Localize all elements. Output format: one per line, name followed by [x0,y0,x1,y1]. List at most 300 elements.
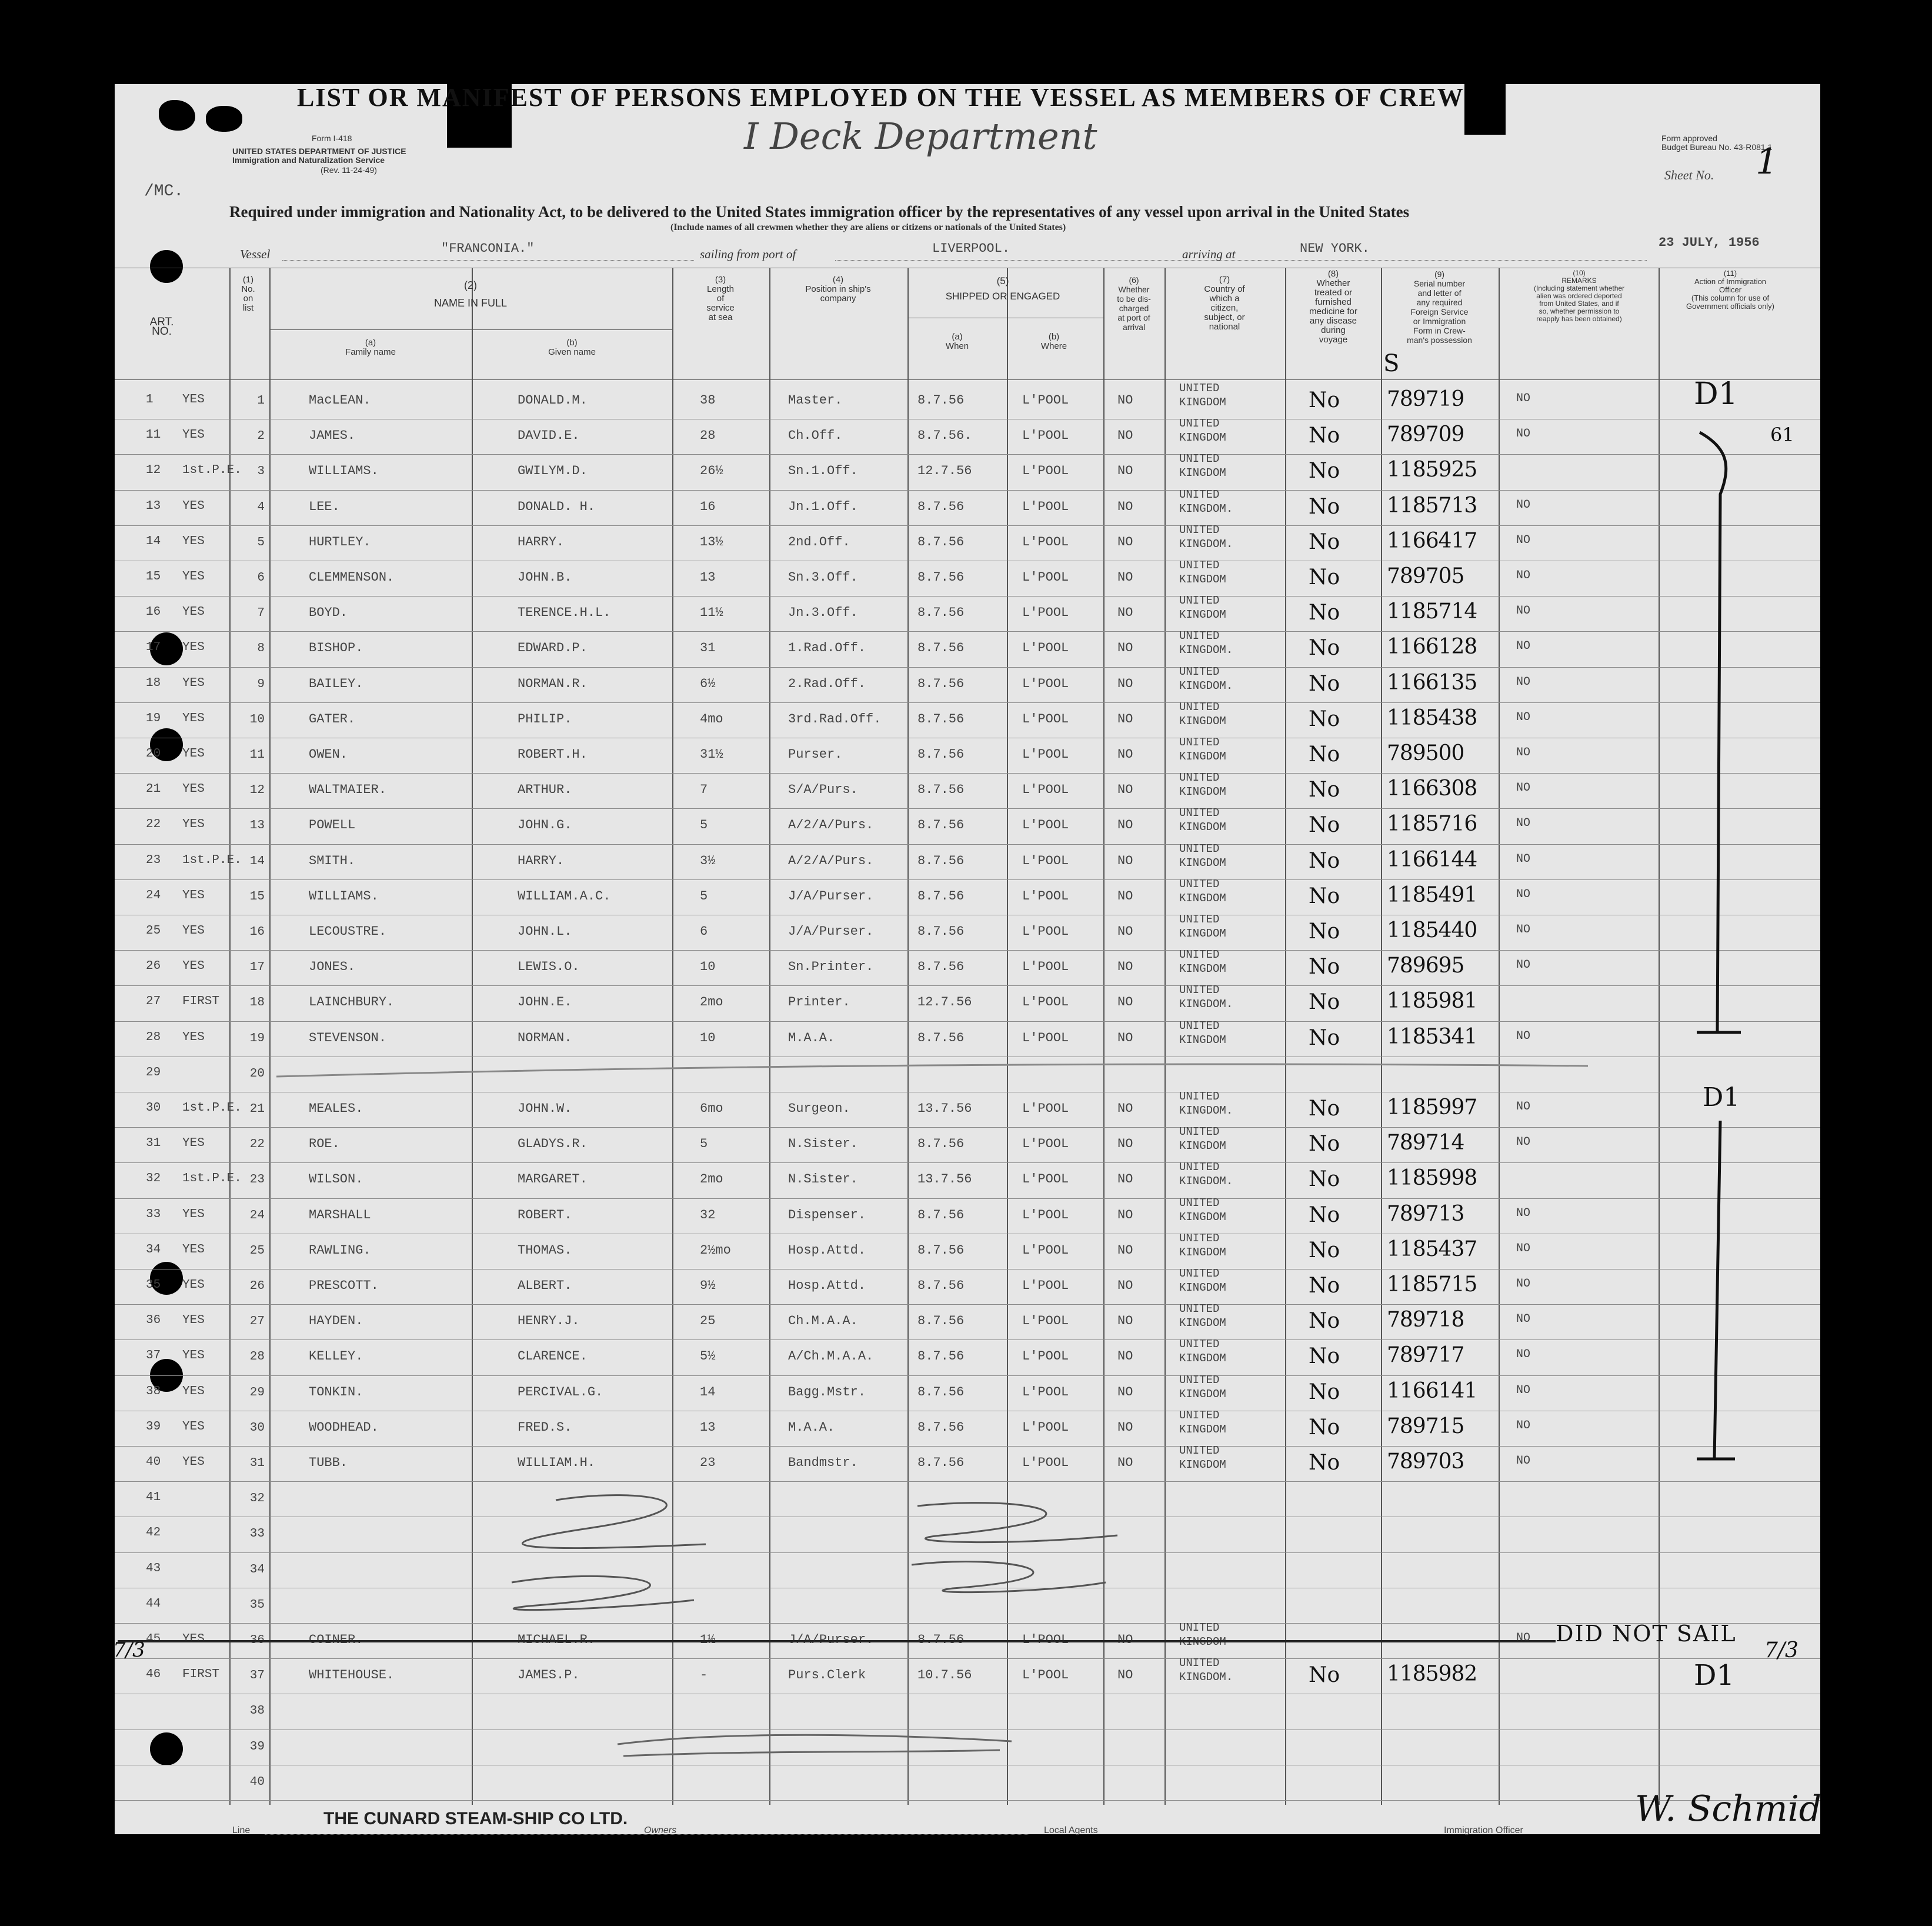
cell-serial: 1185341 [1387,1024,1477,1049]
list-number: 13 [249,819,265,833]
cell-discharged: NO [1117,1207,1133,1222]
cell-service: 6mo [700,1101,723,1116]
cell-where: L'POOL [1022,641,1069,656]
art-number: 1 [146,393,154,406]
footer-agents-label: Local Agents [1044,1825,1098,1835]
cell-discharged: NO [1117,605,1133,621]
cell-treated: No [1309,848,1340,873]
header-shipped-when: (a) When [945,332,969,351]
cell-position: N.Sister. [788,1137,858,1152]
row-rule [115,1021,1820,1022]
cell-when: 8.7.56 [917,641,965,656]
cell-given: TERENCE.H.L. [518,605,611,621]
cell-service: 14 [700,1384,716,1399]
crew-status: FIRST [182,1668,220,1682]
cell-position: Master. [788,393,843,408]
header-position: (4) Position in ship's company [805,275,871,304]
header-art-no: ART. NO. [149,316,174,338]
cell-service: 4mo [700,711,723,727]
cell-given: LEWIS.O. [518,959,580,975]
officer-signature: W. Schmid [1635,1788,1822,1830]
cell-discharged: NO [1117,1242,1133,1258]
list-number: 34 [249,1562,265,1577]
cell-discharged: NO [1117,711,1133,727]
ink-blot [206,106,242,132]
cell-country: UNITED KINGDOM [1179,842,1226,869]
cell-treated: No [1309,494,1340,519]
cell-remarks: NO [1516,639,1531,654]
row-rule [115,1481,1820,1482]
cell-given: DAVID.E. [518,428,580,444]
cell-when: 8.7.56 [917,1349,965,1364]
cell-service: 13½ [700,534,723,549]
cell-remarks: NO [1516,1206,1531,1220]
cell-serial: 1166417 [1387,528,1477,553]
cell-serial: 789719 [1387,387,1464,411]
cell-family: BAILEY. [309,676,363,691]
cell-discharged: NO [1117,1314,1133,1329]
art-number: 16 [146,605,161,619]
cell-discharged: NO [1117,534,1133,549]
column-rule [672,268,673,1805]
cell-position: 2.Rad.Off. [788,676,866,691]
art-number: 41 [146,1491,161,1505]
cell-remarks: NO [1516,427,1531,441]
column-rule [1381,268,1382,1805]
cell-when: 8.7.56 [917,534,965,549]
cell-where: L'POOL [1022,605,1069,621]
cell-treated: No [1309,1415,1340,1439]
art-number: 21 [146,782,161,797]
cell-where: L'POOL [1022,393,1069,408]
footer-line-label: Line [232,1825,251,1835]
cell-discharged: NO [1117,1137,1133,1152]
cell-remarks: NO [1516,781,1531,795]
art-number: 26 [146,959,161,974]
cell-service: 2mo [700,995,723,1010]
cell-remarks: NO [1516,1418,1531,1432]
cell-given: JOHN.B. [518,570,572,585]
cell-treated: No [1309,1344,1340,1369]
crew-status: YES [182,1632,205,1646]
cell-remarks: NO [1516,1241,1531,1255]
cell-serial: 789717 [1387,1343,1464,1368]
column-rule [1499,268,1500,1805]
cell-country: UNITED KINGDOM [1179,1267,1226,1294]
cell-country: UNITED KINGDOM [1179,1125,1226,1153]
cell-where: L'POOL [1022,1101,1069,1116]
cell-serial: 789703 [1387,1450,1464,1474]
cell-country: UNITED KINGDOM. [1179,1090,1233,1117]
cell-country: UNITED KINGDOM [1179,771,1226,799]
cell-where: L'POOL [1022,676,1069,691]
cell-treated: No [1309,1132,1340,1157]
page-subtitle: Required under immigration and Nationality Act, to be delivered to the United States immigration officer by the representatives of any vessel upon arrival in the United States [229,203,1410,221]
cell-when: 8.7.56 [917,1278,965,1293]
cell-discharged: NO [1117,676,1133,691]
arrival-port: NEW YORK. [1300,241,1370,256]
cell-service: 13 [700,570,716,585]
cell-family: TONKIN. [309,1384,363,1399]
cell-position: Purser. [788,747,843,762]
cell-remarks: NO [1516,569,1531,582]
cell-where: L'POOL [1022,959,1069,975]
art-number: 40 [146,1455,161,1469]
cell-service: 26½ [700,464,723,479]
art-number: 32 [146,1172,161,1186]
cell-family: POWELL [309,818,356,833]
row-rule [115,525,1820,526]
cell-given: EDWARD.P. [518,641,588,656]
cell-serial: 789714 [1387,1131,1464,1155]
cell-when: 8.7.56. [917,428,972,444]
cell-position: Purs.Clerk [788,1668,866,1683]
cell-where: L'POOL [1022,782,1069,798]
cell-treated: No [1309,529,1340,554]
s-mark: S [1383,350,1400,377]
cell-when: 8.7.56 [917,1455,965,1470]
cell-remarks: NO [1516,1277,1531,1291]
row-rule [115,1198,1820,1199]
cell-when: 12.7.56 [917,464,972,479]
art-number: 42 [146,1526,161,1540]
crew-status: YES [182,747,205,761]
art-number: 19 [146,711,161,725]
art-number: 17 [146,641,161,655]
cell-service: 31 [700,641,716,656]
header-family-name: (a) Family name [345,338,396,357]
cell-service: 25 [700,1314,716,1329]
list-number: 14 [249,854,265,868]
cell-position: M.A.A. [788,1419,835,1435]
cell-discharged: NO [1117,1384,1133,1399]
crew-status: YES [182,924,205,938]
cell-when: 8.7.56 [917,1242,965,1258]
cell-treated: No [1309,1025,1340,1050]
cell-country: UNITED KINGDOM [1179,559,1226,586]
art-number: 37 [146,1349,161,1363]
art-number: 45 [146,1632,161,1646]
cell-service: 9½ [700,1278,716,1293]
cell-country: UNITED KINGDOM [1179,1231,1226,1259]
cell-where: L'POOL [1022,1632,1069,1647]
cell-position: Hosp.Attd. [788,1242,866,1258]
cell-country: UNITED KINGDOM. [1179,665,1233,692]
cell-position: J/A/Purser. [788,1632,874,1647]
cell-country: UNITED KINGDOM [1179,948,1226,976]
cell-when: 8.7.56 [917,676,965,691]
cell-discharged: NO [1117,1278,1133,1293]
cell-discharged: NO [1117,888,1133,904]
cell-service: 16 [700,499,716,514]
cell-country: UNITED KINGDOM [1179,1196,1226,1224]
cell-treated: No [1309,1097,1340,1121]
form-approval: Form approved Budget Bureau No. 43-R081.1 [1661,134,1773,152]
row-rule [115,596,1820,597]
row-rule [115,1304,1820,1305]
art-number: 12 [146,464,161,478]
list-number: 18 [249,996,265,1010]
cell-treated: No [1309,565,1340,589]
cell-serial: 789718 [1387,1308,1464,1332]
art-number: 35 [146,1278,161,1292]
cell-where: L'POOL [1022,570,1069,585]
crew-status: 1st.P.E. [182,464,242,478]
cell-position: Ch.Off. [788,428,843,444]
cell-remarks: NO [1516,852,1531,866]
cell-where: L'POOL [1022,1137,1069,1152]
cell-serial: 1185438 [1387,705,1477,730]
cell-position: Dispenser. [788,1207,866,1222]
crew-status: YES [182,534,205,548]
cell-discharged: NO [1117,1349,1133,1364]
cell-service: 11½ [700,605,723,621]
cell-given: HENRY.J. [518,1314,580,1329]
row-rule [115,1552,1820,1553]
art-number: 29 [146,1065,161,1079]
crew-status: YES [182,428,205,442]
cell-country: UNITED KINGDOM [1179,1408,1226,1436]
cell-family: WILSON. [309,1172,363,1187]
column-rule [472,268,473,1805]
cell-country: UNITED KINGDOM [1179,1338,1226,1365]
cell-given: THOMAS. [518,1242,572,1258]
list-number: 4 [257,500,265,514]
cell-given: HARRY. [518,853,565,868]
cell-serial: 1185982 [1387,1662,1477,1687]
row-rule [115,454,1820,455]
row-rule [115,1375,1820,1376]
crew-status: YES [182,393,205,406]
row-rule [115,1446,1820,1447]
arrival-date: 23 JULY, 1956 [1659,235,1760,250]
cell-given: NORMAN.R. [518,676,588,691]
cell-where: L'POOL [1022,1278,1069,1293]
cell-given: WILLIAM.A.C. [518,888,611,904]
cell-treated: No [1309,955,1340,979]
list-number: 6 [257,571,265,585]
list-number: 24 [249,1208,265,1222]
cell-where: L'POOL [1022,1668,1069,1683]
sheet-number: 1 [1756,141,1778,182]
cell-serial: 1185716 [1387,812,1477,837]
cell-serial: 1185714 [1387,599,1477,624]
list-number: 28 [249,1350,265,1364]
cell-given: PERCIVAL.G. [518,1384,603,1399]
cell-discharged: NO [1117,1455,1133,1470]
cell-position: Jn.1.Off. [788,499,858,514]
cell-treated: No [1309,601,1340,625]
cell-position: 3rd.Rad.Off. [788,711,882,727]
cell-position: 1.Rad.Off. [788,641,866,656]
cell-family: MARSHALL [309,1207,371,1222]
cell-when: 8.7.56 [917,853,965,868]
cell-family: MacLEAN. [309,393,371,408]
cell-where: L'POOL [1022,1172,1069,1187]
row-rule [115,1339,1820,1340]
column-rule [229,268,231,1805]
cell-given: GLADYS.R. [518,1137,588,1152]
cell-when: 13.7.56 [917,1172,972,1187]
column-rule [1103,268,1105,1805]
list-number: 11 [249,748,265,762]
cell-when: 8.7.56 [917,1419,965,1435]
cell-service: 5 [700,818,708,833]
crew-status: FIRST [182,995,220,1009]
footer-owners-label: Owners [644,1825,677,1835]
cell-treated: No [1309,919,1340,944]
cell-position: M.A.A. [788,1030,835,1045]
cell-country: UNITED KINGDOM [1179,807,1226,834]
cell-given: DONALD. H. [518,499,596,514]
crew-status: YES [182,1137,205,1151]
cell-discharged: NO [1117,1668,1133,1683]
cell-remarks: NO [1516,958,1531,972]
cell-treated: No [1309,671,1340,696]
art-number: 11 [146,428,161,442]
punch-hole [150,1732,183,1765]
cell-where: L'POOL [1022,924,1069,939]
cell-discharged: NO [1117,995,1133,1010]
agency-name: UNITED STATES DEPARTMENT OF JUSTICE Immigration and Naturalization Service [232,146,406,165]
cell-where: L'POOL [1022,1349,1069,1364]
cell-serial: 1166308 [1387,777,1477,801]
crew-status: YES [182,818,205,832]
cell-serial: 1185437 [1387,1237,1477,1261]
list-number: 7 [257,607,265,621]
cell-family: WILLIAMS. [309,464,379,479]
cell-remarks: NO [1516,675,1531,689]
header-rule [115,379,1820,380]
cell-where: L'POOL [1022,711,1069,727]
cell-country: UNITED KINGDOM. [1179,984,1233,1011]
cell-discharged: NO [1117,393,1133,408]
cell-serial: 1166128 [1387,635,1477,659]
cell-where: L'POOL [1022,1314,1069,1329]
art-number: 20 [146,747,161,761]
cell-treated: No [1309,1167,1340,1192]
cell-position: Sn.Printer. [788,959,874,975]
art-number: 33 [146,1207,161,1221]
art-number: 13 [146,499,161,513]
crew-status: YES [182,499,205,513]
cell-family: PRESCOTT. [309,1278,379,1293]
cell-family: GATER. [309,711,356,727]
cell-service: 1½ [700,1632,716,1647]
crew-status: YES [182,711,205,725]
art-number: 36 [146,1314,161,1328]
list-number: 16 [249,925,265,939]
header-length-of-service: (3) Length of service at sea [706,275,735,322]
column-rule [269,268,271,1805]
column-rule [1285,268,1286,1805]
officer-mark-d1: D1 [1694,1659,1735,1692]
stamp-left: /MC. [144,182,184,201]
cell-service: 6 [700,924,708,939]
cell-given: JAMES.P. [518,1668,580,1683]
cell-family: WILLIAMS. [309,888,379,904]
list-number: 35 [249,1598,265,1612]
list-number: 33 [249,1527,265,1541]
cell-given: PHILIP. [518,711,572,727]
cell-position: Bandmstr. [788,1455,858,1470]
list-number: 9 [257,677,265,691]
cell-discharged: NO [1117,782,1133,798]
cell-given: HARRY. [518,534,565,549]
list-number: 40 [249,1775,265,1789]
cell-discharged: NO [1117,959,1133,975]
cell-given: DONALD.M. [518,393,588,408]
cell-remarks: NO [1516,533,1531,547]
list-number: 8 [257,642,265,656]
page-note: (Include names of all crewmen whether they are aliens or citizens or nationals of the United States) [670,222,1066,232]
list-number: 36 [249,1634,265,1647]
row-rule [115,631,1820,632]
list-number: 3 [257,465,265,479]
art-number: 31 [146,1137,161,1151]
cell-family: BISHOP. [309,641,363,656]
cell-treated: No [1309,778,1340,802]
cell-country: UNITED KINGDOM [1179,1373,1226,1401]
cell-discharged: NO [1117,464,1133,479]
cell-given: MICHAEL.R. [518,1632,596,1647]
cell-when: 10.7.56 [917,1668,972,1683]
art-number: 27 [146,995,161,1009]
header-shipped-engaged: (5) SHIPPED OR ENGAGED [945,275,1060,302]
cell-when: 8.7.56 [917,782,965,798]
cell-family: RAWLING. [309,1242,371,1258]
did-not-sail-note: DID NOT SAIL [1556,1621,1737,1647]
art-number: 25 [146,924,161,938]
row-rule [115,879,1820,880]
cell-remarks: NO [1516,1135,1531,1149]
cell-treated: No [1309,884,1340,908]
cell-family: SMITH. [309,853,356,868]
page-title: LIST OR MANIFEST OF PERSONS EMPLOYED ON THE VESSEL AS MEMBERS OF CREW [297,83,1464,112]
cell-remarks: NO [1516,392,1531,405]
header-name-in-full: (2) NAME IN FULL [433,279,508,309]
cell-given: JOHN.L. [518,924,572,939]
cell-service: 10 [700,959,716,975]
cell-where: L'POOL [1022,464,1069,479]
cell-country: UNITED KINGDOM. [1179,523,1233,551]
departure-port: LIVERPOOL. [932,241,1010,256]
cell-discharged: NO [1117,428,1133,444]
list-number: 19 [249,1031,265,1045]
crew-status: YES [182,641,205,655]
cell-serial: 1185713 [1387,493,1477,518]
crew-status: YES [182,1455,205,1469]
list-number: 26 [249,1279,265,1293]
cell-serial: 789713 [1387,1201,1464,1226]
cell-remarks: NO [1516,1631,1531,1645]
cell-country: UNITED KINGDOM. [1179,488,1233,515]
column-rule [1164,268,1166,1805]
cell-service: 38 [700,393,716,408]
cell-where: L'POOL [1022,995,1069,1010]
cell-treated: No [1309,1663,1340,1688]
cell-country: UNITED KINGDOM [1179,877,1226,905]
cell-discharged: NO [1117,499,1133,514]
row-rule [115,985,1820,986]
list-number: 20 [249,1067,265,1081]
cell-position: 2nd.Off. [788,534,850,549]
cell-discharged: NO [1117,924,1133,939]
row-rule [115,1162,1820,1163]
list-number: 30 [249,1421,265,1435]
cell-family: JONES. [309,959,356,975]
cell-family: LAINCHBURY. [309,995,395,1010]
